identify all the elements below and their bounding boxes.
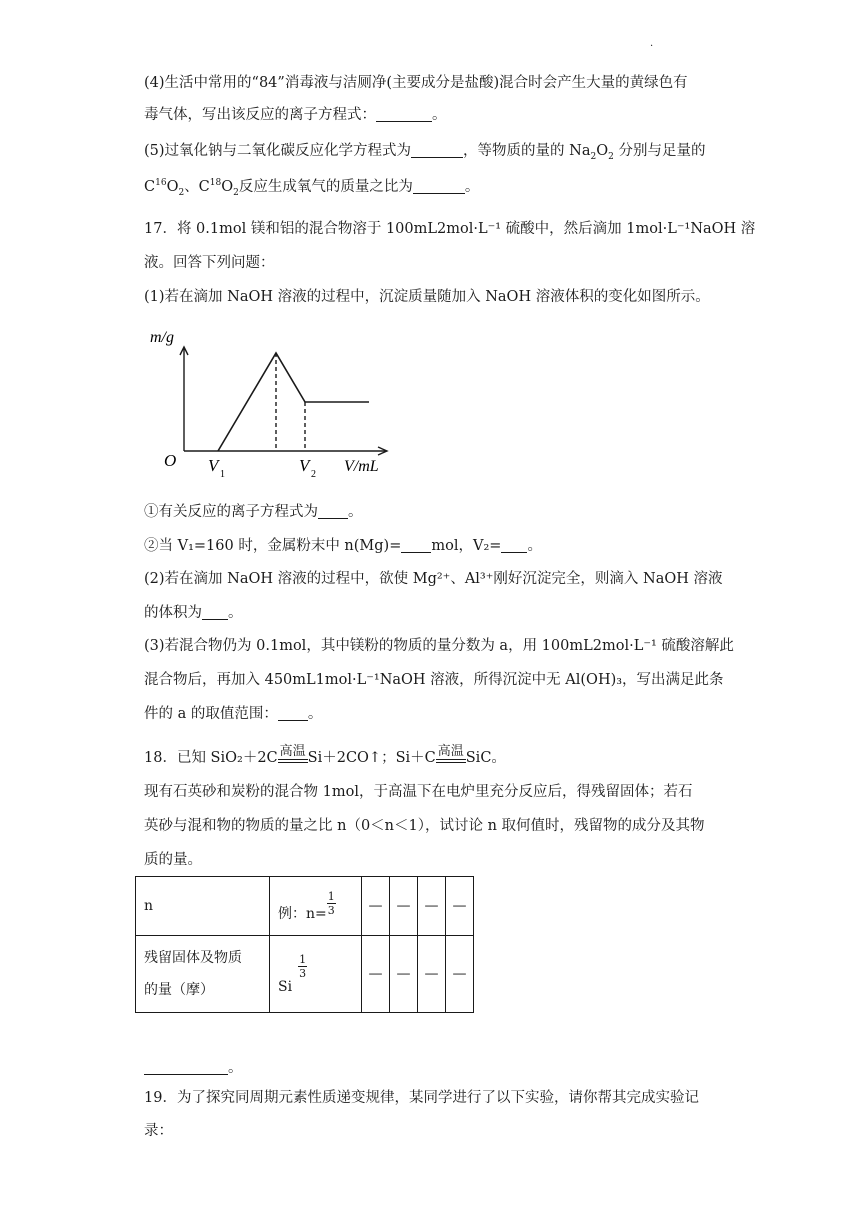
answer-blank <box>144 1060 228 1075</box>
q17-part2-line1: (2)若在滴加 NaOH 溶液的过程中，欲使 Mg²⁺、Al³⁺刚好沉淀完全，则滴入 NaOH 溶液 <box>144 571 723 587</box>
q17-part3-line2: 混合物后，再加入 450mL1mol·L⁻¹NaOH 溶液，所得沉淀中无 Al(OH)₃，写出满足此条 <box>144 672 724 688</box>
fraction: $\frac{1}{3}$ <box>299 953 307 980</box>
q18-line3: 英砂与混和物的物质的量之比 n（0＜n＜1），试讨论 n 取何值时，残留物的成分及其物 <box>144 818 705 834</box>
answer-blank <box>278 706 308 721</box>
answer-blank <box>202 605 228 620</box>
q16-part5-line2: $C^{16}O_2$、$C^{18}O_2$反应生成氧气的质量之比为 。 <box>144 178 480 198</box>
v2-label: V <box>299 456 310 475</box>
answer-blank <box>318 504 348 519</box>
table-cell: — <box>362 936 390 1013</box>
y-axis-label: m/g <box>150 329 174 346</box>
table-cell: — <box>390 936 418 1013</box>
table-cell: — <box>418 936 446 1013</box>
row2-label: 残留固体及物质 的量（摩） <box>136 936 270 1013</box>
q17-part1: (1)若在滴加 NaOH 溶液的过程中，沉淀质量随加入 NaOH 溶液体积的变化如图所示。 <box>144 289 710 305</box>
row2-example: Si $\frac{1}{3}$ <box>270 936 362 1013</box>
q19-line2: 录： <box>144 1123 173 1139</box>
q17-sub2: ②当 V₁=160 时，金属粉末中 n(Mg)= mol，V₂= 。 <box>144 538 542 554</box>
table-cell: — <box>446 936 474 1013</box>
q16-part4-line2: 毒气体，写出该反应的离子方程式： 。 <box>144 107 447 123</box>
table-row <box>136 877 474 936</box>
q19-line1: 19．为了探究同周期元素性质递变规律，某同学进行了以下实验，请你帮其完成实验记 <box>144 1090 699 1106</box>
high-temp-equals-sign: 高温 <box>278 759 308 768</box>
q18-result-table <box>135 876 474 1013</box>
v2-subscript: 2 <box>311 469 316 480</box>
q17-part2-line2: 的体积为 。 <box>144 605 243 621</box>
q16-part4-text: 毒气体，写出该反应的离子方程式： <box>144 107 376 123</box>
q17-sub1: ①有关反应的离子方程式为 。 <box>144 504 363 520</box>
row1-example: 例：n= $\frac{1}{3}$ <box>270 877 362 936</box>
answer-blank <box>401 538 431 553</box>
table-cell: — <box>390 877 418 936</box>
q16-part5-line1: (5)过氧化钠与二氧化碳反应化学方程式为 ，等物质的量的 $Na_2O_2$ 分别与足量的 <box>144 143 706 162</box>
table-row <box>136 936 474 1013</box>
answer-blank <box>411 143 463 158</box>
table-cell: — <box>362 877 390 936</box>
answer-blank <box>376 107 432 122</box>
q17-part3-line3: 件的 a 的取值范围： 。 <box>144 706 323 722</box>
mass-curve <box>218 353 369 451</box>
q18-answer-line: 。 <box>144 1058 243 1078</box>
na2o2-formula: $Na_2O_2$ <box>569 143 614 162</box>
x-axis-label: V/mL <box>344 458 379 475</box>
q17-intro-line2: 液。回答下列问题： <box>144 255 275 271</box>
page-dot: . <box>650 38 654 49</box>
q16-part4-line1: (4)生活中常用的“84”消毒液与洁厕净(主要成分是盐酸)混合时会产生大量的黄绿色有 <box>144 75 688 91</box>
precipitate-graph <box>150 318 400 488</box>
q18-equation: 18．已知 SiO₂＋2C 高温 Si＋2CO↑；Si＋C 高温 SiC。 <box>144 744 506 766</box>
row1-label: n <box>136 877 270 936</box>
q18-line4: 质的量。 <box>144 852 202 868</box>
table-cell: — <box>418 877 446 936</box>
co2-isotope-formulas: $C^{16}O_2$、$C^{18}O_2$ <box>144 178 239 198</box>
q17-intro-line1: 17．将 0.1mol 镁和铝的混合物溶于 100mL2mol·L⁻¹ 硫酸中，然后滴加 1mol·L⁻¹NaOH 溶 <box>144 221 756 237</box>
table-cell: — <box>446 877 474 936</box>
q17-part3-line1: (3)若混合物仍为 0.1mol，其中镁粉的物质的量分数为 a，用 100mL2mol·L⁻¹ 硫酸溶解此 <box>144 638 734 654</box>
v1-label: V <box>208 456 219 475</box>
v1-subscript: 1 <box>220 469 225 480</box>
fraction: $\frac{1}{3}$ <box>327 889 335 917</box>
origin-label: O <box>164 451 177 470</box>
answer-blank <box>413 179 465 194</box>
answer-blank <box>501 538 527 553</box>
high-temp-equals-sign: 高温 <box>436 759 466 768</box>
q18-line2: 现有石英砂和炭粉的混合物 1mol，于高温下在电炉里充分反应后，得残留固体；若石 <box>144 784 693 800</box>
